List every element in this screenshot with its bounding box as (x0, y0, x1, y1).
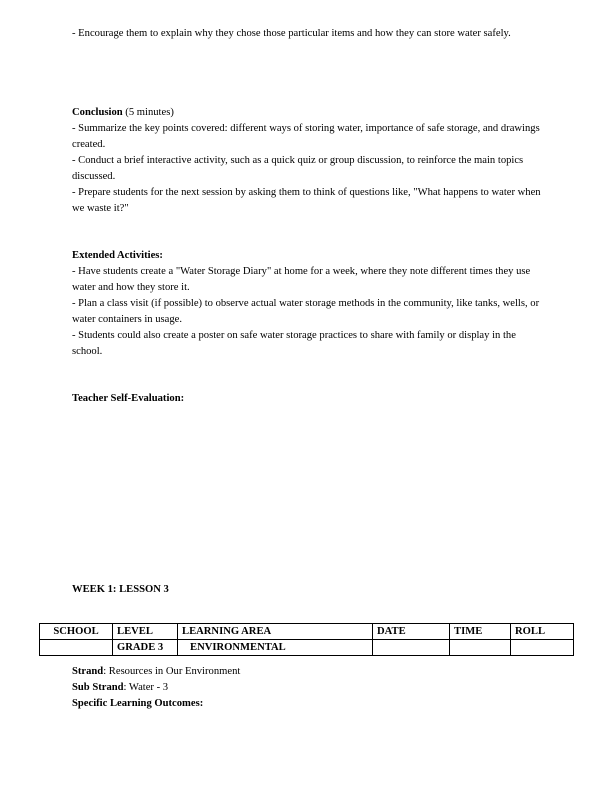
outcomes-line (72, 696, 240, 712)
strand-label: Strand (72, 666, 104, 677)
header-level: LEVEL (113, 624, 178, 640)
cell-date (373, 640, 450, 656)
conclusion-title: Conclusion (72, 107, 123, 118)
conclusion-point: - Prepare students for the next session by asking them to think of questions like, "What happens to water when we waste it?" (72, 187, 541, 214)
table-row (40, 640, 574, 656)
outcomes-label: Specific Learning Outcomes: (72, 698, 204, 709)
conclusion-section (72, 105, 544, 217)
extended-activity-point: - Have students create a "Water Storage Diary" at home for a week, where they note different times they use water and how they store it. (72, 266, 531, 293)
extended-activities-title: Extended Activities: (72, 250, 163, 261)
lesson-info-table (39, 623, 574, 656)
conclusion-heading (72, 105, 544, 121)
strand-line (72, 664, 240, 680)
cell-time (450, 640, 511, 656)
cell-school (40, 640, 113, 656)
week-lesson-title: WEEK 1: LESSON 3 (72, 584, 169, 595)
header-learning-area: LEARNING AREA (178, 624, 373, 640)
cell-level: GRADE 3 (113, 640, 178, 656)
cell-roll (511, 640, 574, 656)
substrand-label: Sub Strand (72, 682, 124, 693)
header-date: DATE (373, 624, 450, 640)
header-roll: ROLL (511, 624, 574, 640)
substrand-line (72, 680, 240, 696)
conclusion-point: - Summarize the key points covered: different ways of storing water, importance of safe storage, and drawings created. (72, 123, 540, 150)
table-header-row (40, 624, 574, 640)
intro-section (72, 26, 544, 42)
conclusion-duration: (5 minutes) (125, 107, 174, 118)
header-school: SCHOOL (40, 624, 113, 640)
extended-activities-section (72, 248, 544, 360)
strand-info (72, 664, 240, 712)
cell-learning-area: ENVIRONMENTAL (178, 640, 373, 656)
intro-text: - Encourage them to explain why they chose those particular items and how they can store water safely. (72, 28, 511, 39)
extended-activity-point: - Students could also create a poster on safe water storage practices to share with family or display in the school. (72, 330, 516, 357)
conclusion-point: - Conduct a brief interactive activity, such as a quick quiz or group discussion, to reinforce the main topics discussed. (72, 155, 524, 182)
substrand-value: : Water - 3 (123, 682, 169, 693)
self-evaluation-title: Teacher Self-Evaluation: (72, 393, 185, 404)
header-time: TIME (450, 624, 511, 640)
extended-activity-point: - Plan a class visit (if possible) to observe actual water storage methods in the community, like tanks, wells, or water containers in usage. (72, 298, 540, 325)
self-evaluation-section (72, 391, 544, 407)
strand-value: : Resources in Our Environment (103, 666, 241, 677)
